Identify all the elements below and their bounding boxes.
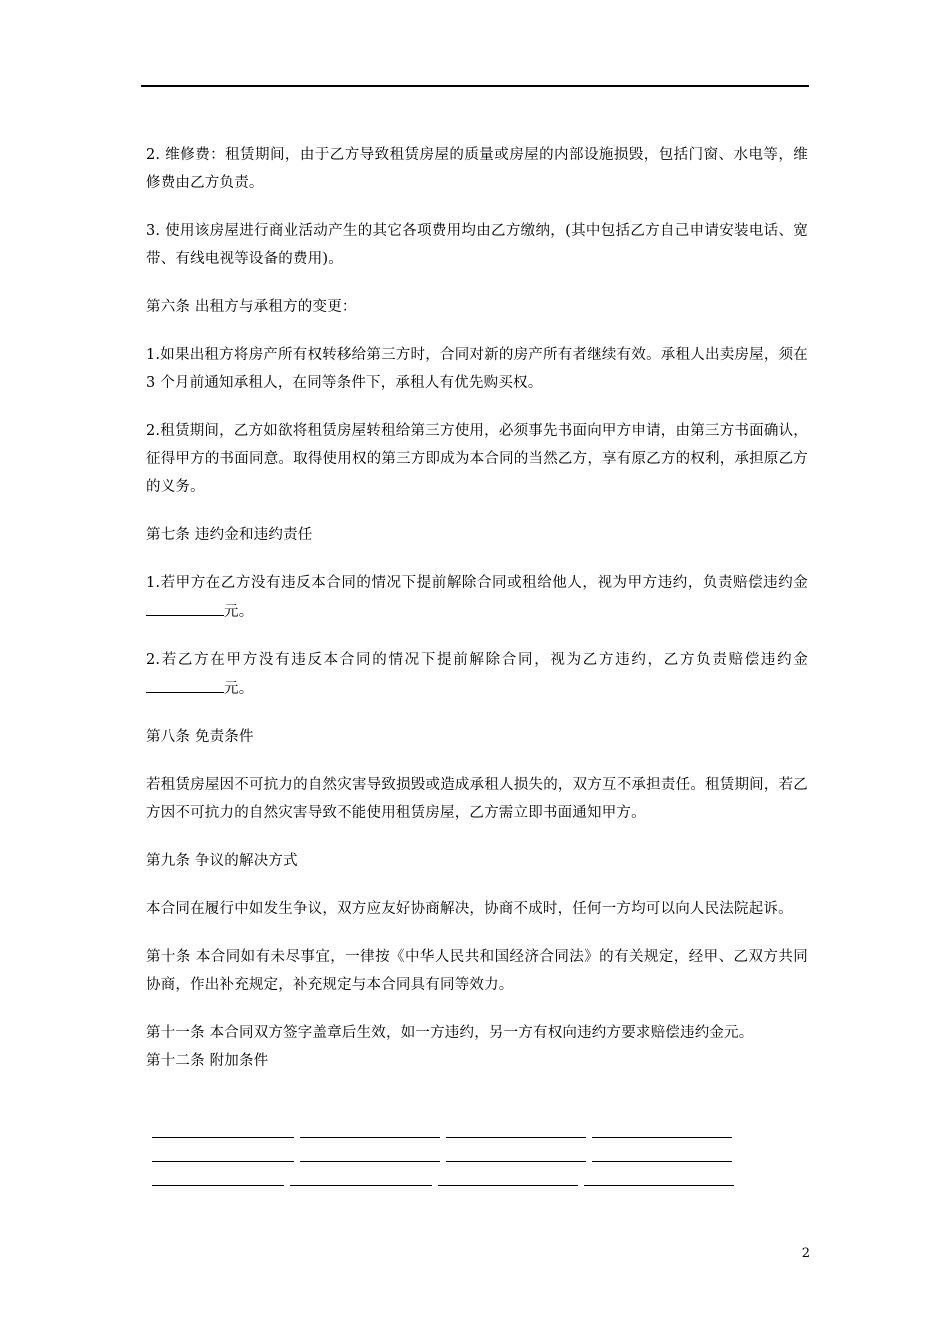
- paragraph-article-11: 第十一条 本合同双方签字盖章后生效，如一方违约，另一方有权向违约方要求赔偿违约金元。: [146, 1025, 754, 1041]
- blank-line-segment: [584, 1184, 734, 1186]
- lessee-penalty-blank: [146, 674, 224, 693]
- blank-line-segment: [152, 1160, 294, 1162]
- paragraph-repair-fee: 2. 维修费：租赁期间，由于乙方导致租赁房屋的质量或房屋的内部设施损毁，包括门窗、水电等，维修费由乙方负责。: [146, 147, 808, 191]
- heading-article-12: 第十二条 附加条件: [146, 1053, 269, 1069]
- lessor-penalty-blank: [146, 597, 224, 616]
- blank-line-row: [152, 1114, 752, 1138]
- lessor-breach-unit: 元。: [224, 604, 254, 620]
- blank-line-segment: [300, 1160, 440, 1162]
- blank-line-row: [152, 1138, 752, 1162]
- lessee-breach-text: 2.若乙方在甲方没有违反本合同的情况下提前解除合同，视为乙方违约，乙方负责赔偿违约金: [146, 652, 808, 668]
- paragraph-other-fees: 3. 使用该房屋进行商业活动产生的其它各项费用均由乙方缴纳，(其中包括乙方自己申请安装电话、宽带、有线电视等设备的费用)。: [146, 223, 808, 267]
- header-rule: [141, 85, 809, 87]
- additional-terms-blank-lines: [152, 1114, 752, 1186]
- blank-line-segment: [592, 1136, 732, 1138]
- blank-line-segment: [438, 1184, 578, 1186]
- document-body: [146, 141, 808, 1075]
- blank-line-segment: [592, 1160, 732, 1162]
- heading-article-7: 第七条 违约金和违约责任: [146, 527, 313, 543]
- blank-line-segment: [446, 1160, 586, 1162]
- paragraph-article-10: 第十条 本合同如有未尽事宜，一律按《中华人民共和国经济合同法》的有关规定，经甲、乙双方共同协商，作出补充规定，补充规定与本合同具有同等效力。: [146, 949, 808, 993]
- heading-article-8: 第八条 免责条件: [146, 729, 254, 745]
- blank-line-segment: [290, 1184, 432, 1186]
- blank-line-segment: [152, 1136, 294, 1138]
- heading-article-6: 第六条 出租方与承租方的变更：: [146, 299, 357, 315]
- paragraph-lessee-breach: [146, 646, 808, 703]
- blank-line-row: [152, 1162, 752, 1186]
- paragraph-sublease: 2.租赁期间，乙方如欲将租赁房屋转租给第三方使用，必须事先书面向甲方申请，由第三方书面确认，征得甲方的书面同意。取得使用权的第三方即成为本合同的当然乙方，享有原乙方的权利，承担原乙方的义务。: [146, 423, 808, 495]
- lessor-breach-text: 1.若甲方在乙方没有违反本合同的情况下提前解除合同或租给他人，视为甲方违约，负责赔偿违约金: [146, 575, 808, 591]
- blank-line-segment: [446, 1136, 586, 1138]
- blank-line-segment: [300, 1136, 440, 1138]
- blank-line-segment: [152, 1184, 284, 1186]
- page-number: 2: [801, 1246, 810, 1261]
- paragraph-ownership-transfer: 1.如果出租方将房产所有权转移给第三方时，合同对新的房产所有者继续有效。承租人出卖房屋，须在 3 个月前通知承租人，在同等条件下，承租人有优先购买权。: [146, 347, 808, 391]
- lessee-breach-unit: 元。: [224, 681, 254, 697]
- paragraph-force-majeure: 若租赁房屋因不可抗力的自然灾害导致损毁或造成承租人损失的，双方互不承担责任。租赁期间，若乙方因不可抗力的自然灾害导致不能使用租赁房屋，乙方需立即书面通知甲方。: [146, 777, 808, 821]
- paragraph-dispute: 本合同在履行中如发生争议，双方应友好协商解决，协商不成时，任何一方均可以向人民法院起诉。: [146, 901, 793, 917]
- paragraph-lessor-breach: [146, 569, 808, 626]
- heading-article-9: 第九条 争议的解决方式: [146, 853, 298, 869]
